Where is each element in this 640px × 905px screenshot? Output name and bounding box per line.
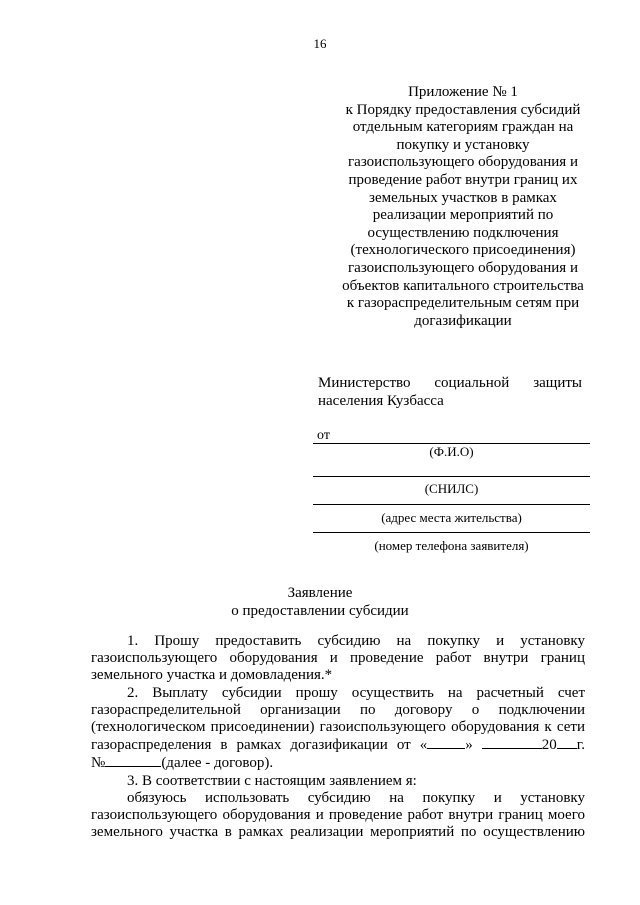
appendix-line: к газораспределительным сетям при xyxy=(346,295,580,312)
body-line: (технологическом присоединении) газоиспользующего оборудования к сети xyxy=(91,719,585,736)
body-line xyxy=(91,754,585,772)
fio-caption: (Ф.И.О) xyxy=(429,444,474,459)
phone-caption: (номер телефона заявителя) xyxy=(374,538,529,553)
appendix-line: реализации мероприятий по xyxy=(372,207,554,224)
body-line: 1. Прошу предоставить субсидию на покупку и установку xyxy=(127,633,585,649)
appendix-line: к Порядку предоставления субсидий xyxy=(345,101,581,118)
body-line: газоиспользующего оборудования и проведение работ внутри границ xyxy=(91,650,585,667)
appendix-line: (технологического присоединения) xyxy=(350,242,576,259)
application-body xyxy=(91,633,585,841)
body-line: 2. Выплату субсидии прошу осуществить на расчетный счет xyxy=(127,684,585,701)
appendix-line: догазификации xyxy=(414,312,512,329)
appendix-line: Приложение № 1 xyxy=(408,84,518,100)
body-line: земельного участка в рамках реализации мероприятий по осуществлению xyxy=(91,824,585,841)
month-blank[interactable] xyxy=(482,736,542,749)
address-field[interactable] xyxy=(313,496,590,505)
fio-field[interactable] xyxy=(313,428,590,444)
day-blank[interactable] xyxy=(427,736,465,749)
addressee-word: Министерство xyxy=(318,375,411,391)
contract-suffix: (далее - договор). xyxy=(161,755,274,772)
page-number: 16 xyxy=(313,36,327,51)
applicant-fields xyxy=(313,428,590,553)
body-line: земельного участка и домовладения.* xyxy=(91,667,333,684)
body-line: газоиспользующего оборудования и проведение работ внутри границ моего xyxy=(91,807,585,824)
appendix-line: осуществлению подключения xyxy=(367,224,559,241)
title-line-2: о предоставлении субсидии xyxy=(231,603,409,619)
appendix-line: отдельным категориям граждан на xyxy=(352,119,574,136)
body-line-date xyxy=(91,736,585,754)
year-prefix: 20 xyxy=(541,737,557,754)
addressee-word: защиты xyxy=(533,375,582,391)
year-blank[interactable] xyxy=(557,736,577,749)
title-line-1: Заявление xyxy=(287,585,353,601)
appendix-line: покупку и установку xyxy=(396,136,530,153)
contract-no-label: № xyxy=(91,755,106,772)
date-quote: » xyxy=(465,737,473,754)
phone-field[interactable] xyxy=(313,525,590,533)
year-suffix: г. xyxy=(576,737,585,754)
snils-caption: (СНИЛС) xyxy=(424,481,479,496)
snils-field[interactable] xyxy=(313,461,590,477)
body-line: обязуюсь использовать субсидию на покупку и установку xyxy=(127,789,585,806)
contract-number-blank[interactable] xyxy=(105,754,161,767)
date-prefix: газораспределения в рамках догазификации от « xyxy=(91,737,428,754)
addressee-line-2: населения Кузбасса xyxy=(318,393,444,409)
address-caption: (адрес места жительства) xyxy=(381,510,522,525)
appendix-line: газоиспользующего оборудования и xyxy=(348,259,578,276)
addressee-word: социальной xyxy=(434,375,510,391)
appendix-line: газоиспользующего оборудования и xyxy=(348,154,578,171)
body-line: газораспределительной организации по договору о подключении xyxy=(91,701,585,718)
from-prefix: от xyxy=(317,428,330,443)
appendix-line: проведение работ внутри границ их xyxy=(348,171,578,188)
appendix-line: объектов капитального строительства xyxy=(342,277,584,294)
document-title xyxy=(0,584,640,620)
addressee-block xyxy=(318,374,582,410)
body-line: 3. В соответствии с настоящим заявлением я: xyxy=(127,772,417,789)
appendix-line: земельных участков в рамках xyxy=(369,189,557,206)
appendix-header xyxy=(318,84,608,330)
